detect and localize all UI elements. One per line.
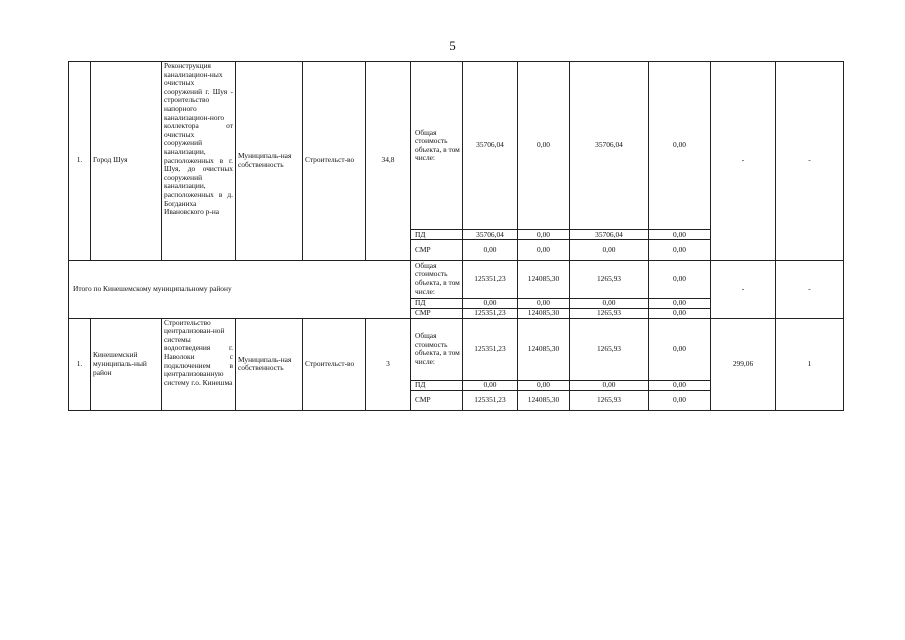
table-row [69,260,844,298]
extra-value-2: - [776,260,844,318]
cost-value: 0,00 [518,62,570,230]
capacity-value: 3 [366,318,411,410]
cost-value: 0,00 [649,62,711,230]
extra-value-1: 299,06 [711,318,776,410]
extra-value-2: - [776,62,844,261]
cost-label: ПД [411,298,463,308]
extra-value-1: - [711,260,776,318]
cost-value: 1265,93 [570,260,649,298]
cost-value: 125351,23 [463,318,518,380]
cost-value: 0,00 [518,298,570,308]
cost-value: 124085,30 [518,260,570,298]
cost-value: 0,00 [649,318,711,380]
cost-label: ПД [411,380,463,390]
cost-label: СМР [411,390,463,410]
municipality-name: Город Шуя [91,62,162,261]
row-number: 1. [69,318,91,410]
cost-value: 124085,30 [518,390,570,410]
cost-value: 125351,23 [463,260,518,298]
cost-value: 0,00 [649,298,711,308]
cost-value: 0,00 [649,260,711,298]
cost-value: 1265,93 [570,308,649,318]
cost-value: 0,00 [463,240,518,260]
investment-table [68,61,844,411]
extra-value-1: - [711,62,776,261]
cost-label: Общая стоимость объекта, в том числе: [411,318,463,380]
work-type: Строительст-во [303,62,366,261]
cost-label: СМР [411,308,463,318]
cost-value: 35706,04 [570,62,649,230]
cost-value: 0,00 [518,230,570,240]
cost-label: ПД [411,230,463,240]
work-type: Строительст-во [303,318,366,410]
ownership-form: Муниципаль-ная собственность [236,62,303,261]
table-row [69,318,844,380]
cost-value: 124085,30 [518,318,570,380]
cost-value: 124085,30 [518,308,570,318]
cost-value: 0,00 [649,240,711,260]
municipality-name: Кинешемский муниципаль-ный район [91,318,162,410]
capacity-value: 34,8 [366,62,411,261]
extra-value-2: 1 [776,318,844,410]
table-row [69,62,844,230]
cost-value: 35706,04 [463,230,518,240]
page-number: 5 [449,38,456,53]
cost-value: 0,00 [463,380,518,390]
cost-label: Общая стоимость объекта, в том числе: [411,260,463,298]
cost-value: 0,00 [649,308,711,318]
object-description: Строительство централизован-ной системы водоотведения г. Наволоки с подключением в централизованную систему г.о. Кинешма [162,318,236,410]
cost-value: 1265,93 [570,390,649,410]
cost-value: 0,00 [518,380,570,390]
cost-value: 35706,04 [463,62,518,230]
cost-value: 0,00 [649,380,711,390]
cost-value: 0,00 [463,298,518,308]
cost-value: 0,00 [649,390,711,410]
cost-value: 0,00 [570,298,649,308]
cost-label: Общая стоимость объекта, в том числе: [411,62,463,230]
ownership-form: Муниципаль-ная собственность [236,318,303,410]
cost-value: 0,00 [570,380,649,390]
cost-value: 125351,23 [463,390,518,410]
row-number: 1. [69,62,91,261]
cost-value: 35706,04 [570,230,649,240]
object-description: Реконструкция канализацион-ных очистных сооружений г. Шуя - строительство напорного канализацион-ного коллектора от очистных сооружений канализации, расположенных в г. Шуя, до очистных сооружений канализации, расположенных в д. Богданиха Ивановского р-на [162,62,236,261]
cost-value: 0,00 [570,240,649,260]
cost-label: СМР [411,240,463,260]
cost-value: 1265,93 [570,318,649,380]
cost-value: 125351,23 [463,308,518,318]
cost-value: 0,00 [649,230,711,240]
cost-value: 0,00 [518,240,570,260]
total-label: Итого по Кинешемскому муниципальному району [69,260,411,318]
